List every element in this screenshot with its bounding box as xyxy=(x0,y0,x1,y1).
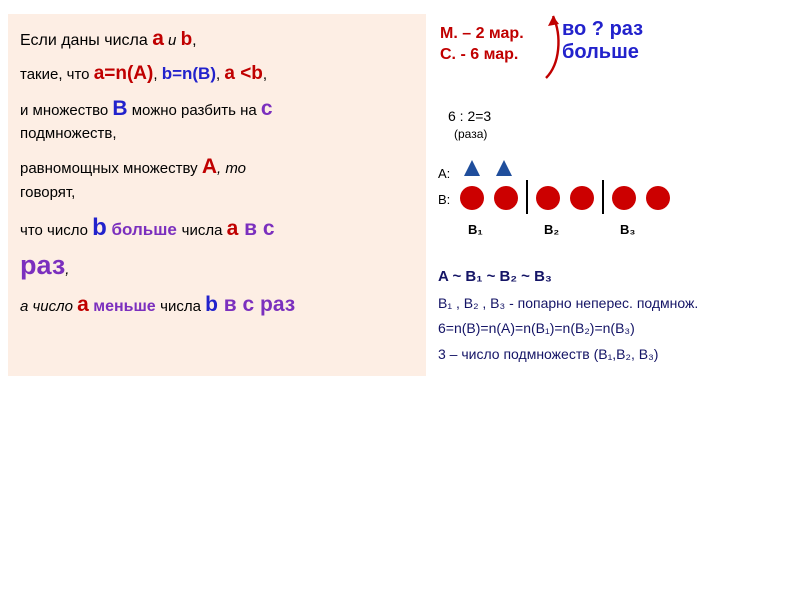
text-run: а число xyxy=(20,298,78,316)
marks-line-m: М. – 2 мар. xyxy=(440,25,524,42)
note-disjoint: B₁ , B₂ , B₃ - попарно неперес. подмнож. xyxy=(438,294,699,311)
text-run: и множество xyxy=(20,102,113,119)
group-label-b3: В₃ xyxy=(620,222,636,237)
element-dot xyxy=(536,186,560,210)
ratio-unit: (раза) xyxy=(454,127,488,141)
text-run: , xyxy=(192,32,197,49)
definition-line-3 xyxy=(20,96,416,122)
text-run: в xyxy=(238,216,263,240)
text-run: можно разбить на xyxy=(127,102,261,119)
group-divider xyxy=(602,180,604,214)
text-run: такие, что xyxy=(20,66,94,84)
group-label-b2: В₂ xyxy=(544,222,560,237)
text-run: a xyxy=(226,216,239,240)
text-run: что число xyxy=(20,221,93,239)
element-dot xyxy=(460,186,484,210)
text-run: c xyxy=(262,216,275,240)
definition-line-4 xyxy=(20,124,416,144)
example-panel xyxy=(432,10,792,480)
note-cardinality: 6=n(B)=n(A)=n(B₁)=n(B₂)=n(B₃) xyxy=(438,320,635,337)
text-run: a=n(A) xyxy=(93,63,154,85)
set-diagram xyxy=(432,142,792,260)
definition-line-1 xyxy=(20,26,416,52)
definition-line-6 xyxy=(20,183,416,203)
text-run: говорят, xyxy=(20,183,76,201)
text-run: b xyxy=(92,213,107,241)
text-run: b xyxy=(205,293,218,317)
text-run: числа xyxy=(181,221,227,239)
text-run: , то xyxy=(217,160,247,178)
text-run: больше xyxy=(106,219,182,239)
text-run: b xyxy=(180,29,193,50)
text-run: a xyxy=(77,293,89,317)
text-run: равномощных множеству xyxy=(20,160,202,178)
text-run: и xyxy=(163,32,181,49)
text-run: подмножеств, xyxy=(20,125,117,143)
definition-line-9 xyxy=(20,292,416,318)
text-run: в с раз xyxy=(217,293,296,317)
notes-block xyxy=(438,268,786,371)
brace-label: во ? раз больше xyxy=(562,18,644,63)
element-dot xyxy=(494,186,518,210)
group-divider xyxy=(526,180,528,214)
note-subset-count: 3 – число подмножеств (B₁,B₂, B₃) xyxy=(438,345,659,362)
text-run: A xyxy=(201,155,218,179)
text-run: раз xyxy=(20,249,66,280)
text-run: , xyxy=(216,66,225,84)
text-run: , xyxy=(262,66,268,84)
note-equivalence: A ~ B₁ ~ B₂ ~ B₃ xyxy=(438,268,552,285)
text-run: , xyxy=(153,66,162,84)
arrow-up-icon xyxy=(496,160,512,176)
definition-line-5 xyxy=(20,154,416,180)
definition-line-7 xyxy=(20,213,416,243)
text-run: Если даны числа xyxy=(20,32,153,49)
diagram-label-b: В: xyxy=(438,192,451,207)
text-run: , xyxy=(65,260,70,278)
definition-panel xyxy=(8,14,426,376)
text-run: меньше xyxy=(88,298,161,316)
text-run: числа xyxy=(160,298,206,316)
text-run: c xyxy=(260,97,273,120)
diagram-label-a: А: xyxy=(438,166,451,181)
definition-line-2 xyxy=(20,62,416,86)
ratio-expression: 6 : 2=3 xyxy=(448,108,492,124)
group-label-b1: В₁ xyxy=(468,222,483,237)
text-run: b=n(B) xyxy=(161,64,216,84)
text-run: a <b xyxy=(224,63,263,85)
text-run: a xyxy=(152,27,164,50)
element-dot xyxy=(646,186,670,210)
element-dot xyxy=(570,186,594,210)
definition-line-8 xyxy=(20,249,416,283)
arrow-up-icon xyxy=(464,160,480,176)
marks-line-s: С. - 6 мар. xyxy=(440,46,519,64)
text-run: B xyxy=(112,97,128,120)
element-dot xyxy=(612,186,636,210)
